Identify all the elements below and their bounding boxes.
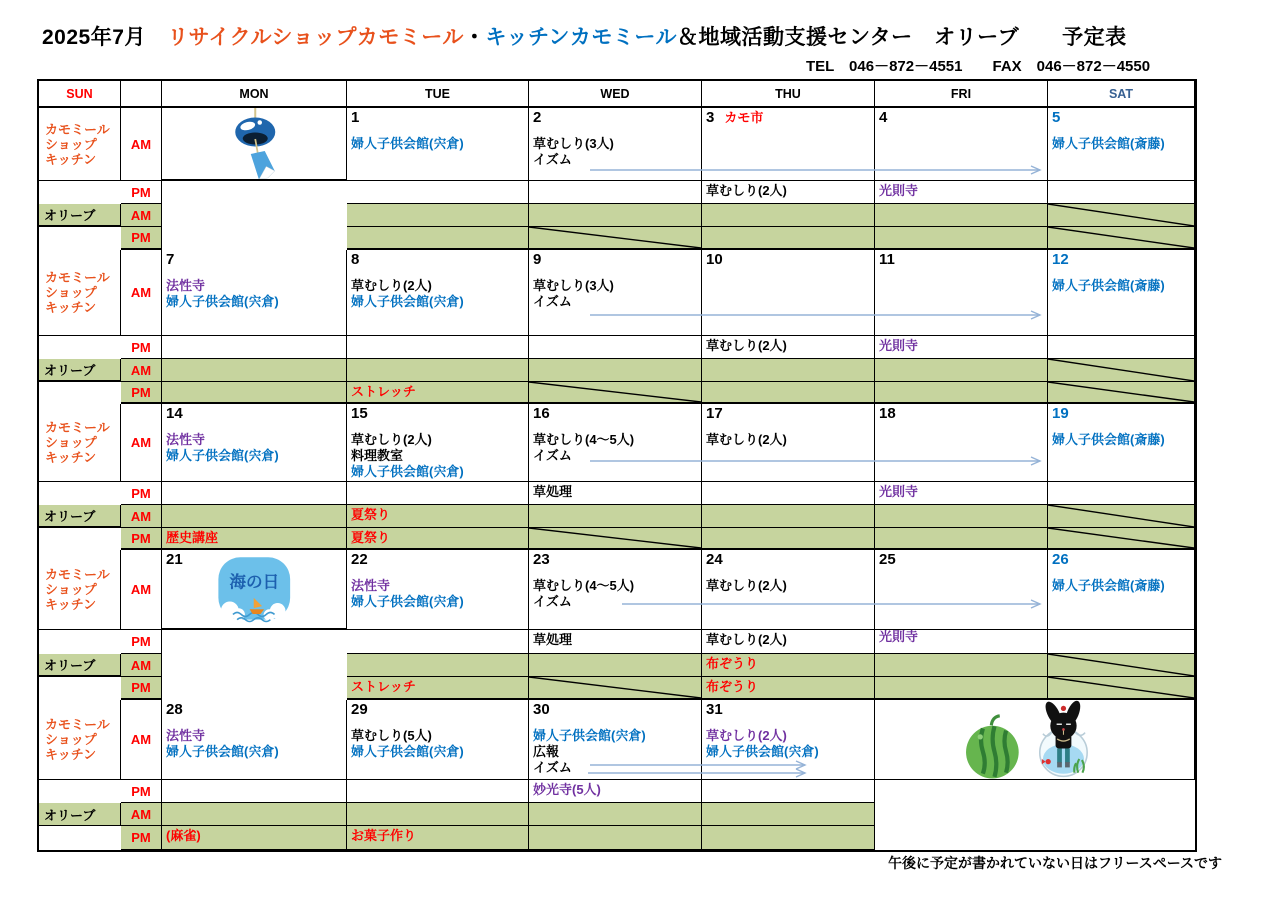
day-number: 18 — [879, 405, 896, 422]
wind-chime-icon — [162, 108, 346, 179]
row-label-olive: オリーブ — [39, 204, 121, 227]
cell-jul9-pm — [529, 336, 702, 359]
cell-jul19-pm — [1048, 482, 1195, 505]
cell-jul1-am: 1 婦人子供会館(宍倉) — [347, 108, 529, 181]
crossed-out-cell — [1048, 382, 1195, 404]
pm-label: PM — [121, 677, 162, 700]
am-label: AM — [121, 359, 162, 382]
header-mon: MON — [162, 81, 347, 108]
pm-label: PM — [121, 482, 162, 505]
cell-jul3-pm: 草むしり(2人) — [702, 181, 875, 204]
cell-jul4-am — [875, 108, 1048, 181]
empty-cell — [347, 204, 529, 227]
row-label-camomile: カモミール ショップ キッチン — [39, 108, 121, 181]
cell-jul17-pm — [702, 482, 875, 505]
cell-jul18-am — [875, 404, 1048, 482]
empty-cell — [347, 359, 529, 382]
day-number: 22 — [351, 551, 368, 568]
crossed-out-cell — [1048, 359, 1195, 382]
diagonal-strike — [529, 677, 701, 698]
cell-jul2-am: 2 草むしり(3人) イズム — [529, 108, 702, 181]
pm-label: PM — [121, 630, 162, 654]
pm-label: PM — [121, 336, 162, 359]
empty-cell — [875, 654, 1048, 677]
page-title — [42, 21, 1127, 51]
header-spacer — [121, 81, 162, 108]
day-number: 7 — [166, 251, 175, 268]
day-number: 1 — [351, 109, 360, 126]
am-label: AM — [121, 250, 162, 336]
cell-jul16-am: 16 草むしり(4～5人) イズム — [529, 404, 702, 482]
row-label-olive: オリーブ — [39, 654, 121, 677]
cell-jul24-pm: 草むしり(2人) — [702, 630, 875, 654]
day-number: 21 — [166, 551, 183, 568]
cell-jul10-am — [702, 250, 875, 336]
cell-jul3-am — [702, 108, 875, 181]
cell-jul15-olive-am: 夏祭り — [347, 505, 529, 528]
day-number: 29 — [351, 701, 368, 718]
day-number: 28 — [166, 701, 183, 718]
empty-cell — [162, 359, 347, 382]
day-number: 24 — [706, 551, 723, 568]
day-number: 26 — [1052, 551, 1069, 568]
contact-phone-fax: TEL 046－872－4551 FAX 046－872－4550 — [806, 58, 1151, 75]
day-number: 9 — [533, 251, 542, 268]
crossed-out-cell — [529, 227, 702, 250]
cell-jul21-marine-day — [162, 550, 347, 630]
empty-cell — [347, 227, 529, 250]
diagonal-strike — [1048, 227, 1194, 248]
am-label: AM — [121, 654, 162, 677]
cell-jul31-am: 31 草むしり(2人) 婦人子供会館(宍倉) — [702, 700, 875, 780]
cell-jul30-am: 30 婦人子供会館(宍倉) 広報 イズム — [529, 700, 702, 780]
cell-jul7-pm — [162, 336, 347, 359]
title-separator: ・ — [463, 26, 486, 49]
empty-cell — [529, 204, 702, 227]
crossed-out-cell — [1048, 204, 1195, 227]
cell-jul15-pm — [347, 482, 529, 505]
cell-jul14-pm — [162, 482, 347, 505]
empty-cell — [529, 654, 702, 677]
crossed-out-cell — [1048, 505, 1195, 528]
diagonal-strike — [1048, 505, 1194, 527]
cell-jul5-am: 5 婦人子供会館(斎藤) — [1048, 108, 1195, 181]
row-label-camomile: カモミール ショップ キッチン — [39, 250, 121, 336]
empty-cell — [702, 227, 875, 250]
cell-jul29-olive-pm: お菓子作り — [347, 826, 529, 850]
day-number: 19 — [1052, 405, 1069, 422]
header-tue: TUE — [347, 81, 529, 108]
diagonal-strike — [1048, 677, 1194, 698]
am-label: AM — [121, 404, 162, 482]
cell-jul10-pm: 草むしり(2人) — [702, 336, 875, 359]
empty-cell — [529, 505, 702, 528]
cell-jul29-am: 29 草むしり(5人) 婦人子供会館(宍倉) — [347, 700, 529, 780]
crossed-out-cell — [1048, 654, 1195, 677]
day-number: 17 — [706, 405, 723, 422]
diagonal-strike — [1048, 204, 1194, 226]
empty-cell — [529, 803, 702, 826]
pm-label: PM — [121, 382, 162, 404]
schedule-table — [37, 79, 1197, 852]
pm-label: PM — [121, 826, 162, 850]
crossed-out-cell — [529, 382, 702, 404]
cell-jul15-olive-pm: 夏祭り — [347, 528, 529, 550]
am-label: AM — [121, 803, 162, 826]
diagonal-strike — [1048, 382, 1194, 402]
diagonal-strike — [529, 382, 701, 402]
cell-jul24-olive-pm: 布ぞうり — [702, 677, 875, 700]
row-label-camomile: カモミール ショップ キッチン — [39, 550, 121, 630]
day-number: 2 — [533, 109, 542, 126]
empty-cell — [875, 382, 1048, 404]
empty-cell — [162, 382, 347, 404]
day-number: 30 — [533, 701, 550, 718]
cell-jul29-pm — [347, 780, 529, 803]
day-number: 8 — [351, 251, 360, 268]
day-number: 25 — [879, 551, 896, 568]
cell-jul25-am — [875, 550, 1048, 630]
pm-label: PM — [121, 181, 162, 204]
row-label-olive: オリーブ — [39, 359, 121, 382]
empty-cell — [875, 227, 1048, 250]
row-label-camomile: カモミール ショップ キッチン — [39, 700, 121, 780]
empty-cell — [875, 505, 1048, 528]
pm-label: PM — [121, 780, 162, 803]
day-number: 3 — [706, 109, 715, 126]
crossed-out-cell — [1048, 528, 1195, 550]
cell-jul1-pm — [347, 181, 529, 204]
watermelon-icon — [966, 716, 1019, 779]
cell-jul12-pm — [1048, 336, 1195, 359]
am-label: AM — [121, 108, 162, 181]
am-label: AM — [121, 204, 162, 227]
title-kitchen-name: キッチンカモミール — [485, 26, 677, 49]
day-number: 5 — [1052, 109, 1061, 126]
empty-cell — [702, 528, 875, 550]
title-month: 2025年7月 — [42, 26, 146, 49]
empty-cell — [875, 359, 1048, 382]
cell-jul28-am: 28 法性寺 婦人子供会館(宍倉) — [162, 700, 347, 780]
kamo-market-label: カモ市 — [724, 110, 764, 125]
crossed-out-cell — [1048, 227, 1195, 250]
cell-jul4-pm: 光則寺 — [875, 181, 1048, 204]
empty-cell — [347, 654, 529, 677]
day-number: 23 — [533, 551, 550, 568]
crossed-out-cell — [529, 677, 702, 700]
cell-jul11-pm: 光則寺 — [875, 336, 1048, 359]
header-sun: SUN — [39, 81, 121, 108]
pm-label: PM — [121, 227, 162, 250]
day-number: 14 — [166, 405, 183, 422]
row-label-olive: オリーブ — [39, 803, 121, 826]
diagonal-strike — [529, 528, 701, 548]
footer-note: 午後に予定が書かれていない日はフリースペースです — [888, 855, 1223, 871]
cell-jul18-pm: 光則寺 — [875, 482, 1048, 505]
cell-jul17-am: 17 草むしり(2人) — [702, 404, 875, 482]
cell-jul14-am: 14 法性寺 婦人子供会館(宍倉) — [162, 404, 347, 482]
pm-label: PM — [121, 528, 162, 550]
empty-cell — [702, 382, 875, 404]
cell-jul8-olive-pm: ストレッチ — [347, 382, 529, 404]
empty-cell — [162, 803, 347, 826]
empty-cell — [702, 359, 875, 382]
day-number: 11 — [879, 251, 895, 268]
day-number: 31 — [706, 701, 723, 718]
header-wed: WED — [529, 81, 702, 108]
diagonal-strike — [1048, 359, 1194, 381]
cell-jul31-pm — [702, 780, 875, 803]
cell-jul9-am: 9 草むしり(3人) イズム — [529, 250, 702, 336]
am-label: AM — [121, 550, 162, 630]
cell-jul24-am: 24 草むしり(2人) — [702, 550, 875, 630]
cell-jul7-am: 7 法性寺 婦人子供会館(宍倉) — [162, 250, 347, 336]
empty-cell — [529, 359, 702, 382]
empty-cell — [875, 677, 1048, 700]
header-thu: THU — [702, 81, 875, 108]
cell-summer-illustrations — [875, 700, 1195, 780]
empty-cell — [702, 204, 875, 227]
cell-jul16-pm: 草処理 — [529, 482, 702, 505]
rabbit-in-fishbowl-icon — [1040, 700, 1087, 776]
cell-jul8-am: 8 草むしり(2人) 婦人子供会館(宍倉) — [347, 250, 529, 336]
cell-jul26-pm — [1048, 630, 1195, 654]
cell-jul22-pm — [347, 630, 529, 654]
cell-jul11-am — [875, 250, 1048, 336]
am-label: AM — [121, 700, 162, 780]
row-label-olive: オリーブ — [39, 505, 121, 528]
empty-cell — [347, 803, 529, 826]
title-shop-name: リサイクルショップカモミール — [167, 26, 464, 49]
cell-jul2-pm — [529, 181, 702, 204]
cell-jul30-pm: 妙光寺(5人) — [529, 780, 702, 803]
day-number: 12 — [1052, 251, 1069, 268]
empty-cell — [702, 803, 875, 826]
empty-cell — [702, 826, 875, 850]
header-fri: FRI — [875, 81, 1048, 108]
crossed-out-cell — [1048, 677, 1195, 700]
cell-jul24-olive-am: 布ぞうり — [702, 654, 875, 677]
cell-jul14-olive-pm: 歴史講座 — [162, 528, 347, 550]
title-tail: ＆地域活動支援センター オリーブ 予定表 — [677, 26, 1127, 49]
cell-jul5-pm — [1048, 181, 1195, 204]
diagonal-strike — [1048, 528, 1194, 548]
marine-day-label: 海の日 — [229, 572, 280, 592]
empty-cell — [529, 826, 702, 850]
empty-cell — [875, 204, 1048, 227]
summer-illustrations — [875, 700, 1194, 779]
diagonal-strike — [529, 227, 701, 248]
day-number: 4 — [879, 109, 888, 126]
crossed-out-cell — [529, 528, 702, 550]
day-number: 10 — [706, 251, 723, 268]
empty-cell — [162, 505, 347, 528]
diagonal-strike — [1048, 654, 1194, 676]
header-sat: SAT — [1048, 81, 1195, 108]
cell-jul23-am: 23 草むしり(4～5人) イズム — [529, 550, 702, 630]
cell-jul8-pm — [347, 336, 529, 359]
cell-jul28-olive-pm: (麻雀) — [162, 826, 347, 850]
row-label-camomile: カモミール ショップ キッチン — [39, 404, 121, 482]
day-number: 16 — [533, 405, 550, 422]
am-label: AM — [121, 505, 162, 528]
cell-jul28-pm — [162, 780, 347, 803]
cell-jul19-am: 19 婦人子供会館(斎藤) — [1048, 404, 1195, 482]
day-number: 15 — [351, 405, 368, 422]
empty-cell — [875, 528, 1048, 550]
empty-cell — [702, 505, 875, 528]
cell-jul22-olive-pm: ストレッチ — [347, 677, 529, 700]
cell-jul12-am: 12 婦人子供会館(斎藤) — [1048, 250, 1195, 336]
cell-jul15-am: 15 草むしり(2人) 料理教室 婦人子供会館(宍倉) — [347, 404, 529, 482]
cell-jun30-windchime — [162, 108, 347, 181]
cell-jul23-pm: 草処理 — [529, 630, 702, 654]
cell-jul22-am: 22 法性寺 婦人子供会館(宍倉) — [347, 550, 529, 630]
cell-jul25-pm: 光則寺 — [875, 630, 1048, 654]
cell-jul26-am: 26 婦人子供会館(斎藤) — [1048, 550, 1195, 630]
